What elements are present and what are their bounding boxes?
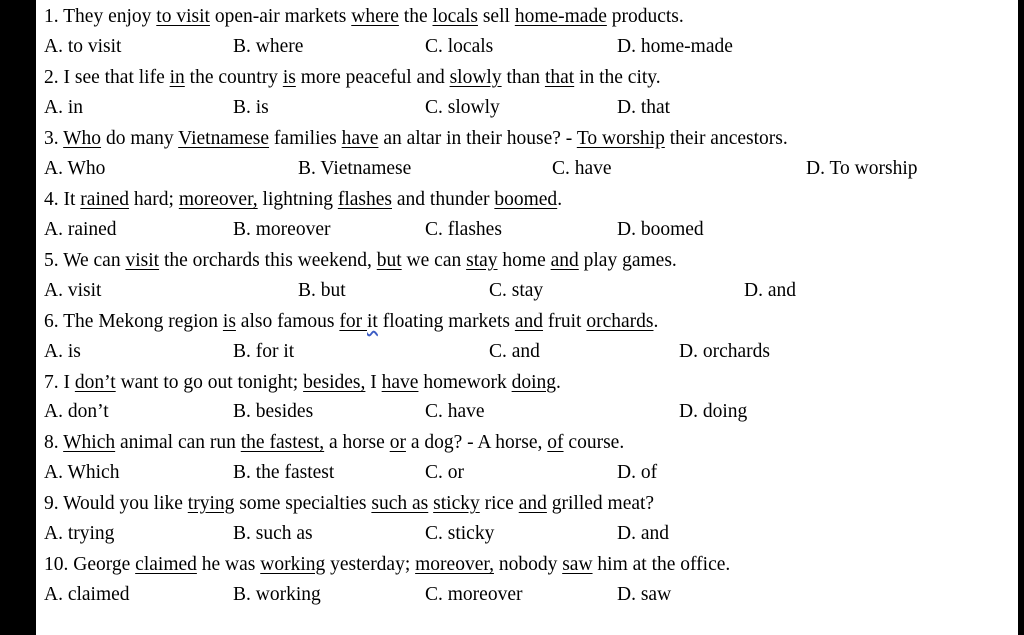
option-a: A. to visit bbox=[44, 36, 122, 57]
option-c: C. slowly bbox=[425, 97, 500, 118]
question-text: 3. bbox=[44, 128, 64, 149]
question-text: him at the office. bbox=[592, 554, 731, 575]
option-a: A. is bbox=[44, 341, 81, 362]
question-text: sell bbox=[477, 6, 515, 27]
question-text: yesterday; bbox=[325, 554, 416, 575]
question-text: open-air markets bbox=[209, 6, 352, 27]
question-text: some specialties bbox=[234, 493, 372, 514]
question-text: the bbox=[398, 6, 433, 27]
question-text: a dog? - A horse, bbox=[405, 432, 548, 453]
underlined-word-spellcheck: it bbox=[367, 311, 378, 332]
question-text: play games. bbox=[578, 250, 677, 271]
option-d: D. saw bbox=[617, 584, 672, 605]
question-text: fruit bbox=[543, 311, 587, 332]
underlined-word: moreover, bbox=[178, 189, 258, 210]
underlined-word: but bbox=[376, 250, 402, 271]
question-text: 2. I see that life bbox=[44, 67, 170, 88]
underlined-word: orchards bbox=[586, 311, 654, 332]
question-text: families bbox=[269, 128, 342, 149]
underlined-word: trying bbox=[187, 493, 235, 514]
question-text: the country bbox=[184, 67, 283, 88]
underlined-word: visit bbox=[125, 250, 160, 271]
option-c: C. locals bbox=[425, 36, 494, 57]
option-d: D. home-made bbox=[617, 36, 733, 57]
question-text: 8. bbox=[44, 432, 64, 453]
underlined-word: is bbox=[282, 67, 296, 88]
underlined-word: stay bbox=[466, 250, 498, 271]
underlined-word: To worship bbox=[576, 128, 665, 149]
underlined-word: moreover, bbox=[415, 554, 494, 575]
underlined-word: where bbox=[351, 6, 399, 27]
option-a: A. claimed bbox=[44, 584, 130, 605]
question-text: an altar in their house? - bbox=[378, 128, 577, 149]
option-a: A. don’t bbox=[44, 401, 109, 422]
underlined-word: is bbox=[222, 311, 236, 332]
underlined-word: the fastest, bbox=[240, 432, 325, 453]
question-text: 7. I bbox=[44, 372, 75, 393]
question-text: . bbox=[653, 311, 659, 332]
option-c: C. flashes bbox=[425, 219, 502, 240]
question-text: 5. We can bbox=[44, 250, 126, 271]
question-text: do many bbox=[101, 128, 179, 149]
question-text: 1. They enjoy bbox=[44, 6, 157, 27]
option-a: A. Who bbox=[44, 158, 106, 179]
question-7 bbox=[44, 372, 561, 394]
worksheet-page bbox=[36, 0, 1018, 635]
question-text: want to go out tonight; bbox=[115, 372, 304, 393]
underlined-word: have bbox=[381, 372, 419, 393]
underlined-word: saw bbox=[562, 554, 593, 575]
underlined-word: besides, bbox=[303, 372, 366, 393]
underlined-word: of bbox=[547, 432, 564, 453]
underlined-word: slowly bbox=[449, 67, 502, 88]
option-d: D. boomed bbox=[617, 219, 704, 240]
underlined-word: doing bbox=[511, 372, 557, 393]
question-text: 6. The Mekong region bbox=[44, 311, 223, 332]
option-c: C. moreover bbox=[425, 584, 523, 605]
question-text: hard; bbox=[129, 189, 179, 210]
underlined-word: sticky bbox=[433, 493, 480, 514]
option-b: B. besides bbox=[233, 401, 314, 422]
option-c: C. and bbox=[489, 341, 540, 362]
option-b: B. working bbox=[233, 584, 321, 605]
option-c: C. have bbox=[425, 401, 485, 422]
question-text: a horse bbox=[324, 432, 390, 453]
question-text: 10. George bbox=[44, 554, 136, 575]
option-c: C. have bbox=[552, 158, 612, 179]
underlined-word: for bbox=[339, 311, 367, 332]
option-d: D. doing bbox=[679, 401, 748, 422]
question-text: course. bbox=[563, 432, 625, 453]
question-text: . bbox=[556, 372, 561, 393]
question-text: also famous bbox=[235, 311, 340, 332]
option-a: A. visit bbox=[44, 280, 102, 301]
underlined-word: rained bbox=[80, 189, 130, 210]
question-text: we can bbox=[401, 250, 467, 271]
question-text: he was bbox=[196, 554, 261, 575]
question-text: products. bbox=[606, 6, 684, 27]
option-b: B. where bbox=[233, 36, 304, 57]
question-text: home bbox=[497, 250, 551, 271]
underlined-word: that bbox=[544, 67, 575, 88]
option-d: D. of bbox=[617, 462, 658, 483]
question-text: in the city. bbox=[574, 67, 661, 88]
option-a: A. rained bbox=[44, 219, 117, 240]
underlined-word: don’t bbox=[74, 372, 116, 393]
underlined-word: locals bbox=[432, 6, 478, 27]
underlined-word: and bbox=[514, 311, 544, 332]
question-text: 9. Would you like bbox=[44, 493, 188, 514]
underlined-word: flashes bbox=[337, 189, 392, 210]
underlined-word: claimed bbox=[135, 554, 197, 575]
option-c: C. or bbox=[425, 462, 464, 483]
underlined-word: to visit bbox=[156, 6, 210, 27]
question-text: nobody bbox=[493, 554, 563, 575]
question-3 bbox=[44, 128, 788, 150]
question-9 bbox=[44, 493, 654, 515]
option-b: B. the fastest bbox=[233, 462, 335, 483]
option-a: A. Which bbox=[44, 462, 120, 483]
question-text: more peaceful and bbox=[295, 67, 450, 88]
underlined-word: Which bbox=[63, 432, 116, 453]
option-d: D. and bbox=[744, 280, 796, 301]
option-a: A. trying bbox=[44, 523, 115, 544]
underlined-word: have bbox=[341, 128, 379, 149]
underlined-word: Vietnamese bbox=[178, 128, 270, 149]
question-10 bbox=[44, 554, 730, 576]
question-text: I bbox=[365, 372, 382, 393]
underlined-word: or bbox=[389, 432, 406, 453]
option-c: C. stay bbox=[489, 280, 544, 301]
option-b: B. but bbox=[298, 280, 346, 301]
option-d: D. and bbox=[617, 523, 669, 544]
option-d: D. orchards bbox=[679, 341, 770, 362]
question-text: 4. It bbox=[44, 189, 81, 210]
question-text: lightning bbox=[257, 189, 338, 210]
option-c: C. sticky bbox=[425, 523, 495, 544]
underlined-word: and bbox=[550, 250, 579, 271]
question-text: than bbox=[501, 67, 545, 88]
question-4 bbox=[44, 189, 562, 211]
underlined-word: working bbox=[260, 554, 326, 575]
question-text: and thunder bbox=[392, 189, 495, 210]
option-b: B. is bbox=[233, 97, 269, 118]
option-d: D. To worship bbox=[806, 158, 918, 179]
underlined-word: boomed bbox=[494, 189, 558, 210]
question-text: homework bbox=[418, 372, 512, 393]
question-2 bbox=[44, 67, 661, 89]
option-b: B. moreover bbox=[233, 219, 331, 240]
question-text: their ancestors. bbox=[664, 128, 788, 149]
question-text: animal can run bbox=[115, 432, 241, 453]
question-text: grilled meat? bbox=[546, 493, 655, 514]
question-text: the orchards this weekend, bbox=[159, 250, 377, 271]
question-1 bbox=[44, 6, 684, 28]
question-5 bbox=[44, 250, 677, 272]
question-text: floating markets bbox=[377, 311, 515, 332]
underlined-word: such as bbox=[371, 493, 429, 514]
option-a: A. in bbox=[44, 97, 83, 118]
option-b: B. Vietnamese bbox=[298, 158, 412, 179]
question-text: rice bbox=[479, 493, 519, 514]
option-d: D. that bbox=[617, 97, 671, 118]
option-b: B. such as bbox=[233, 523, 313, 544]
underlined-word: and bbox=[518, 493, 547, 514]
underlined-word: home-made bbox=[514, 6, 607, 27]
question-8 bbox=[44, 432, 624, 454]
question-6 bbox=[44, 311, 658, 333]
underlined-word: Who bbox=[63, 128, 102, 149]
question-text: . bbox=[557, 189, 563, 210]
underlined-word: in bbox=[169, 67, 185, 88]
option-b: B. for it bbox=[233, 341, 295, 362]
